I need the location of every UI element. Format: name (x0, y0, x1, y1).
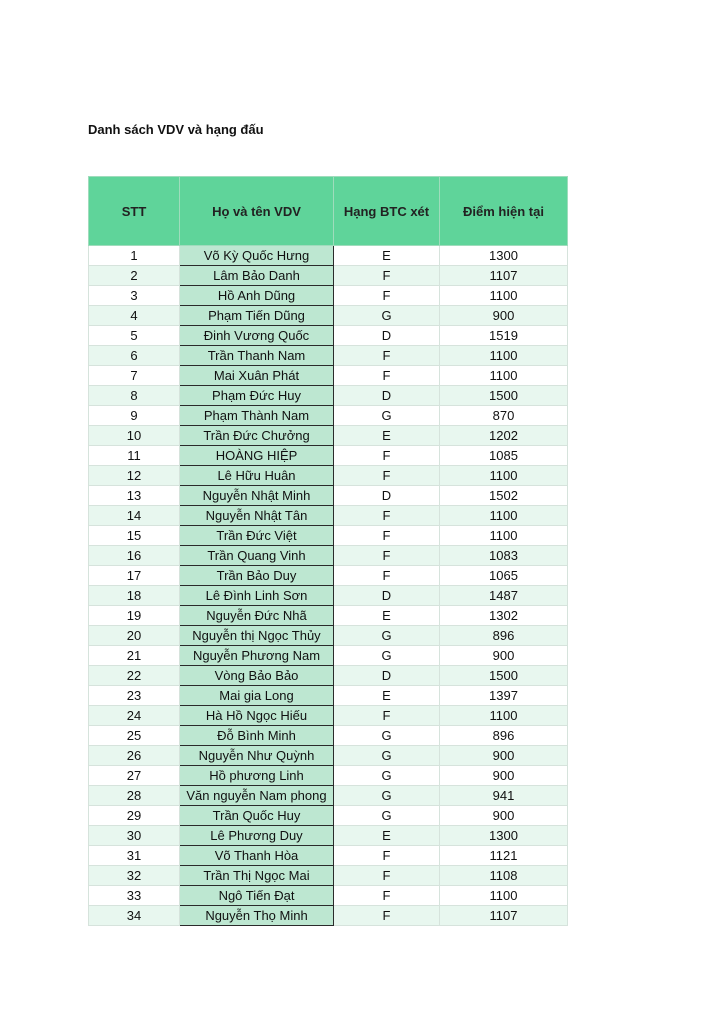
cell-rank: F (334, 286, 440, 306)
cell-stt: 26 (89, 746, 180, 766)
cell-points: 1300 (440, 246, 568, 266)
cell-stt: 10 (89, 426, 180, 446)
cell-rank: F (334, 266, 440, 286)
table-row (89, 426, 568, 446)
cell-name: Nguyễn Phương Nam (180, 646, 334, 666)
cell-stt: 11 (89, 446, 180, 466)
table-row (89, 706, 568, 726)
table-row (89, 666, 568, 686)
cell-stt: 24 (89, 706, 180, 726)
cell-stt: 25 (89, 726, 180, 746)
cell-stt: 15 (89, 526, 180, 546)
table-body (89, 246, 568, 926)
table-row (89, 486, 568, 506)
table-row (89, 606, 568, 626)
cell-rank: G (334, 786, 440, 806)
cell-points: 1107 (440, 266, 568, 286)
athlete-table (88, 176, 568, 926)
cell-name: Trần Quang Vinh (180, 546, 334, 566)
cell-name: Võ Kỳ Quốc Hưng (180, 246, 334, 266)
cell-points: 1487 (440, 586, 568, 606)
cell-points: 1085 (440, 446, 568, 466)
cell-name: Trần Quốc Huy (180, 806, 334, 826)
cell-stt: 9 (89, 406, 180, 426)
cell-rank: F (334, 886, 440, 906)
cell-stt: 7 (89, 366, 180, 386)
cell-stt: 3 (89, 286, 180, 306)
table-row (89, 786, 568, 806)
table-row (89, 866, 568, 886)
table-row (89, 326, 568, 346)
header-stt: STT (89, 177, 180, 246)
cell-points: 1100 (440, 526, 568, 546)
cell-rank: F (334, 706, 440, 726)
cell-stt: 6 (89, 346, 180, 366)
cell-name: Hồ Anh Dũng (180, 286, 334, 306)
cell-points: 1108 (440, 866, 568, 886)
cell-points: 1100 (440, 466, 568, 486)
table-row (89, 886, 568, 906)
table-row (89, 806, 568, 826)
cell-name: Trần Thị Ngọc Mai (180, 866, 334, 886)
cell-points: 896 (440, 626, 568, 646)
cell-points: 1519 (440, 326, 568, 346)
cell-rank: D (334, 486, 440, 506)
table-row (89, 266, 568, 286)
cell-name: Mai Xuân Phát (180, 366, 334, 386)
cell-name: Phạm Đức Huy (180, 386, 334, 406)
table-row (89, 826, 568, 846)
cell-name: Trần Thanh Nam (180, 346, 334, 366)
cell-rank: F (334, 906, 440, 926)
table-row (89, 906, 568, 926)
table-row (89, 526, 568, 546)
cell-points: 900 (440, 806, 568, 826)
cell-stt: 23 (89, 686, 180, 706)
table-row (89, 466, 568, 486)
table-row (89, 246, 568, 266)
cell-name: Lê Đình Linh Sơn (180, 586, 334, 606)
cell-stt: 33 (89, 886, 180, 906)
header-rank: Hạng BTC xét (334, 177, 440, 246)
cell-points: 1083 (440, 546, 568, 566)
table-row (89, 686, 568, 706)
cell-stt: 31 (89, 846, 180, 866)
cell-points: 1502 (440, 486, 568, 506)
cell-name: Văn nguyễn Nam phong (180, 786, 334, 806)
cell-points: 1107 (440, 906, 568, 926)
cell-rank: F (334, 346, 440, 366)
cell-name: Lâm Bảo Danh (180, 266, 334, 286)
cell-stt: 5 (89, 326, 180, 346)
cell-stt: 32 (89, 866, 180, 886)
cell-name: Lê Phương Duy (180, 826, 334, 846)
table-row (89, 746, 568, 766)
cell-stt: 28 (89, 786, 180, 806)
cell-rank: D (334, 666, 440, 686)
cell-stt: 12 (89, 466, 180, 486)
header-points: Điểm hiện tại (440, 177, 568, 246)
cell-stt: 17 (89, 566, 180, 586)
cell-rank: E (334, 686, 440, 706)
table-row (89, 626, 568, 646)
cell-name: Vòng Bảo Bảo (180, 666, 334, 686)
cell-rank: G (334, 406, 440, 426)
cell-rank: E (334, 606, 440, 626)
cell-points: 1397 (440, 686, 568, 706)
cell-points: 870 (440, 406, 568, 426)
cell-points: 1121 (440, 846, 568, 866)
table-row (89, 586, 568, 606)
cell-rank: F (334, 566, 440, 586)
cell-points: 1500 (440, 666, 568, 686)
cell-name: Trần Đức Việt (180, 526, 334, 546)
cell-rank: G (334, 806, 440, 826)
cell-stt: 16 (89, 546, 180, 566)
cell-stt: 1 (89, 246, 180, 266)
cell-name: Ngô Tiến Đạt (180, 886, 334, 906)
cell-name: Võ Thanh Hòa (180, 846, 334, 866)
cell-rank: F (334, 506, 440, 526)
cell-rank: F (334, 526, 440, 546)
cell-points: 896 (440, 726, 568, 746)
cell-stt: 21 (89, 646, 180, 666)
cell-points: 1100 (440, 346, 568, 366)
cell-name: Trần Đức Chưởng (180, 426, 334, 446)
table-row (89, 546, 568, 566)
cell-name: Nguyễn Như Quỳnh (180, 746, 334, 766)
cell-points: 1100 (440, 506, 568, 526)
cell-stt: 4 (89, 306, 180, 326)
cell-stt: 30 (89, 826, 180, 846)
table-row (89, 766, 568, 786)
cell-rank: F (334, 866, 440, 886)
cell-stt: 18 (89, 586, 180, 606)
cell-name: Lê Hữu Huân (180, 466, 334, 486)
table-row (89, 566, 568, 586)
cell-points: 1302 (440, 606, 568, 626)
cell-name: Nguyễn thị Ngọc Thủy (180, 626, 334, 646)
cell-stt: 27 (89, 766, 180, 786)
cell-points: 1100 (440, 366, 568, 386)
cell-rank: F (334, 366, 440, 386)
cell-name: Phạm Thành Nam (180, 406, 334, 426)
cell-rank: F (334, 546, 440, 566)
cell-name: Nguyễn Nhật Tân (180, 506, 334, 526)
table-header (89, 177, 568, 246)
cell-stt: 14 (89, 506, 180, 526)
cell-name: Hà Hồ Ngọc Hiếu (180, 706, 334, 726)
cell-stt: 2 (89, 266, 180, 286)
cell-points: 900 (440, 646, 568, 666)
cell-rank: D (334, 386, 440, 406)
cell-rank: E (334, 826, 440, 846)
cell-rank: D (334, 326, 440, 346)
cell-name: Nguyễn Thọ Minh (180, 906, 334, 926)
cell-stt: 29 (89, 806, 180, 826)
cell-name: Nguyễn Đức Nhã (180, 606, 334, 626)
cell-name: Đinh Vương Quốc (180, 326, 334, 346)
cell-rank: F (334, 846, 440, 866)
cell-rank: D (334, 586, 440, 606)
cell-stt: 8 (89, 386, 180, 406)
cell-points: 1202 (440, 426, 568, 446)
cell-name: Phạm Tiến Dũng (180, 306, 334, 326)
cell-name: Nguyễn Nhật Minh (180, 486, 334, 506)
table-row (89, 306, 568, 326)
cell-rank: G (334, 766, 440, 786)
table-row (89, 366, 568, 386)
cell-rank: G (334, 746, 440, 766)
table-row (89, 406, 568, 426)
cell-stt: 19 (89, 606, 180, 626)
cell-stt: 13 (89, 486, 180, 506)
table-row (89, 506, 568, 526)
cell-rank: E (334, 426, 440, 446)
cell-points: 1065 (440, 566, 568, 586)
cell-rank: G (334, 646, 440, 666)
cell-name: Trần Bảo Duy (180, 566, 334, 586)
header-name: Họ và tên VDV (180, 177, 334, 246)
table-row (89, 286, 568, 306)
page-title: Danh sách VDV và hạng đấu (88, 122, 264, 137)
cell-points: 1100 (440, 286, 568, 306)
cell-rank: G (334, 626, 440, 646)
cell-rank: E (334, 246, 440, 266)
cell-stt: 34 (89, 906, 180, 926)
cell-points: 900 (440, 306, 568, 326)
cell-points: 1100 (440, 706, 568, 726)
table-row (89, 346, 568, 366)
table-row (89, 446, 568, 466)
table-row (89, 846, 568, 866)
cell-name: Hồ phương Linh (180, 766, 334, 786)
cell-name: Mai gia Long (180, 686, 334, 706)
cell-stt: 20 (89, 626, 180, 646)
table-row (89, 646, 568, 666)
table-row (89, 726, 568, 746)
cell-name: HOÀNG HIỆP (180, 446, 334, 466)
cell-name: Đỗ Bình Minh (180, 726, 334, 746)
table-row (89, 386, 568, 406)
cell-rank: F (334, 446, 440, 466)
cell-rank: G (334, 306, 440, 326)
cell-points: 900 (440, 766, 568, 786)
cell-stt: 22 (89, 666, 180, 686)
cell-points: 941 (440, 786, 568, 806)
cell-points: 1100 (440, 886, 568, 906)
cell-rank: G (334, 726, 440, 746)
cell-points: 1300 (440, 826, 568, 846)
cell-points: 900 (440, 746, 568, 766)
cell-rank: F (334, 466, 440, 486)
cell-points: 1500 (440, 386, 568, 406)
